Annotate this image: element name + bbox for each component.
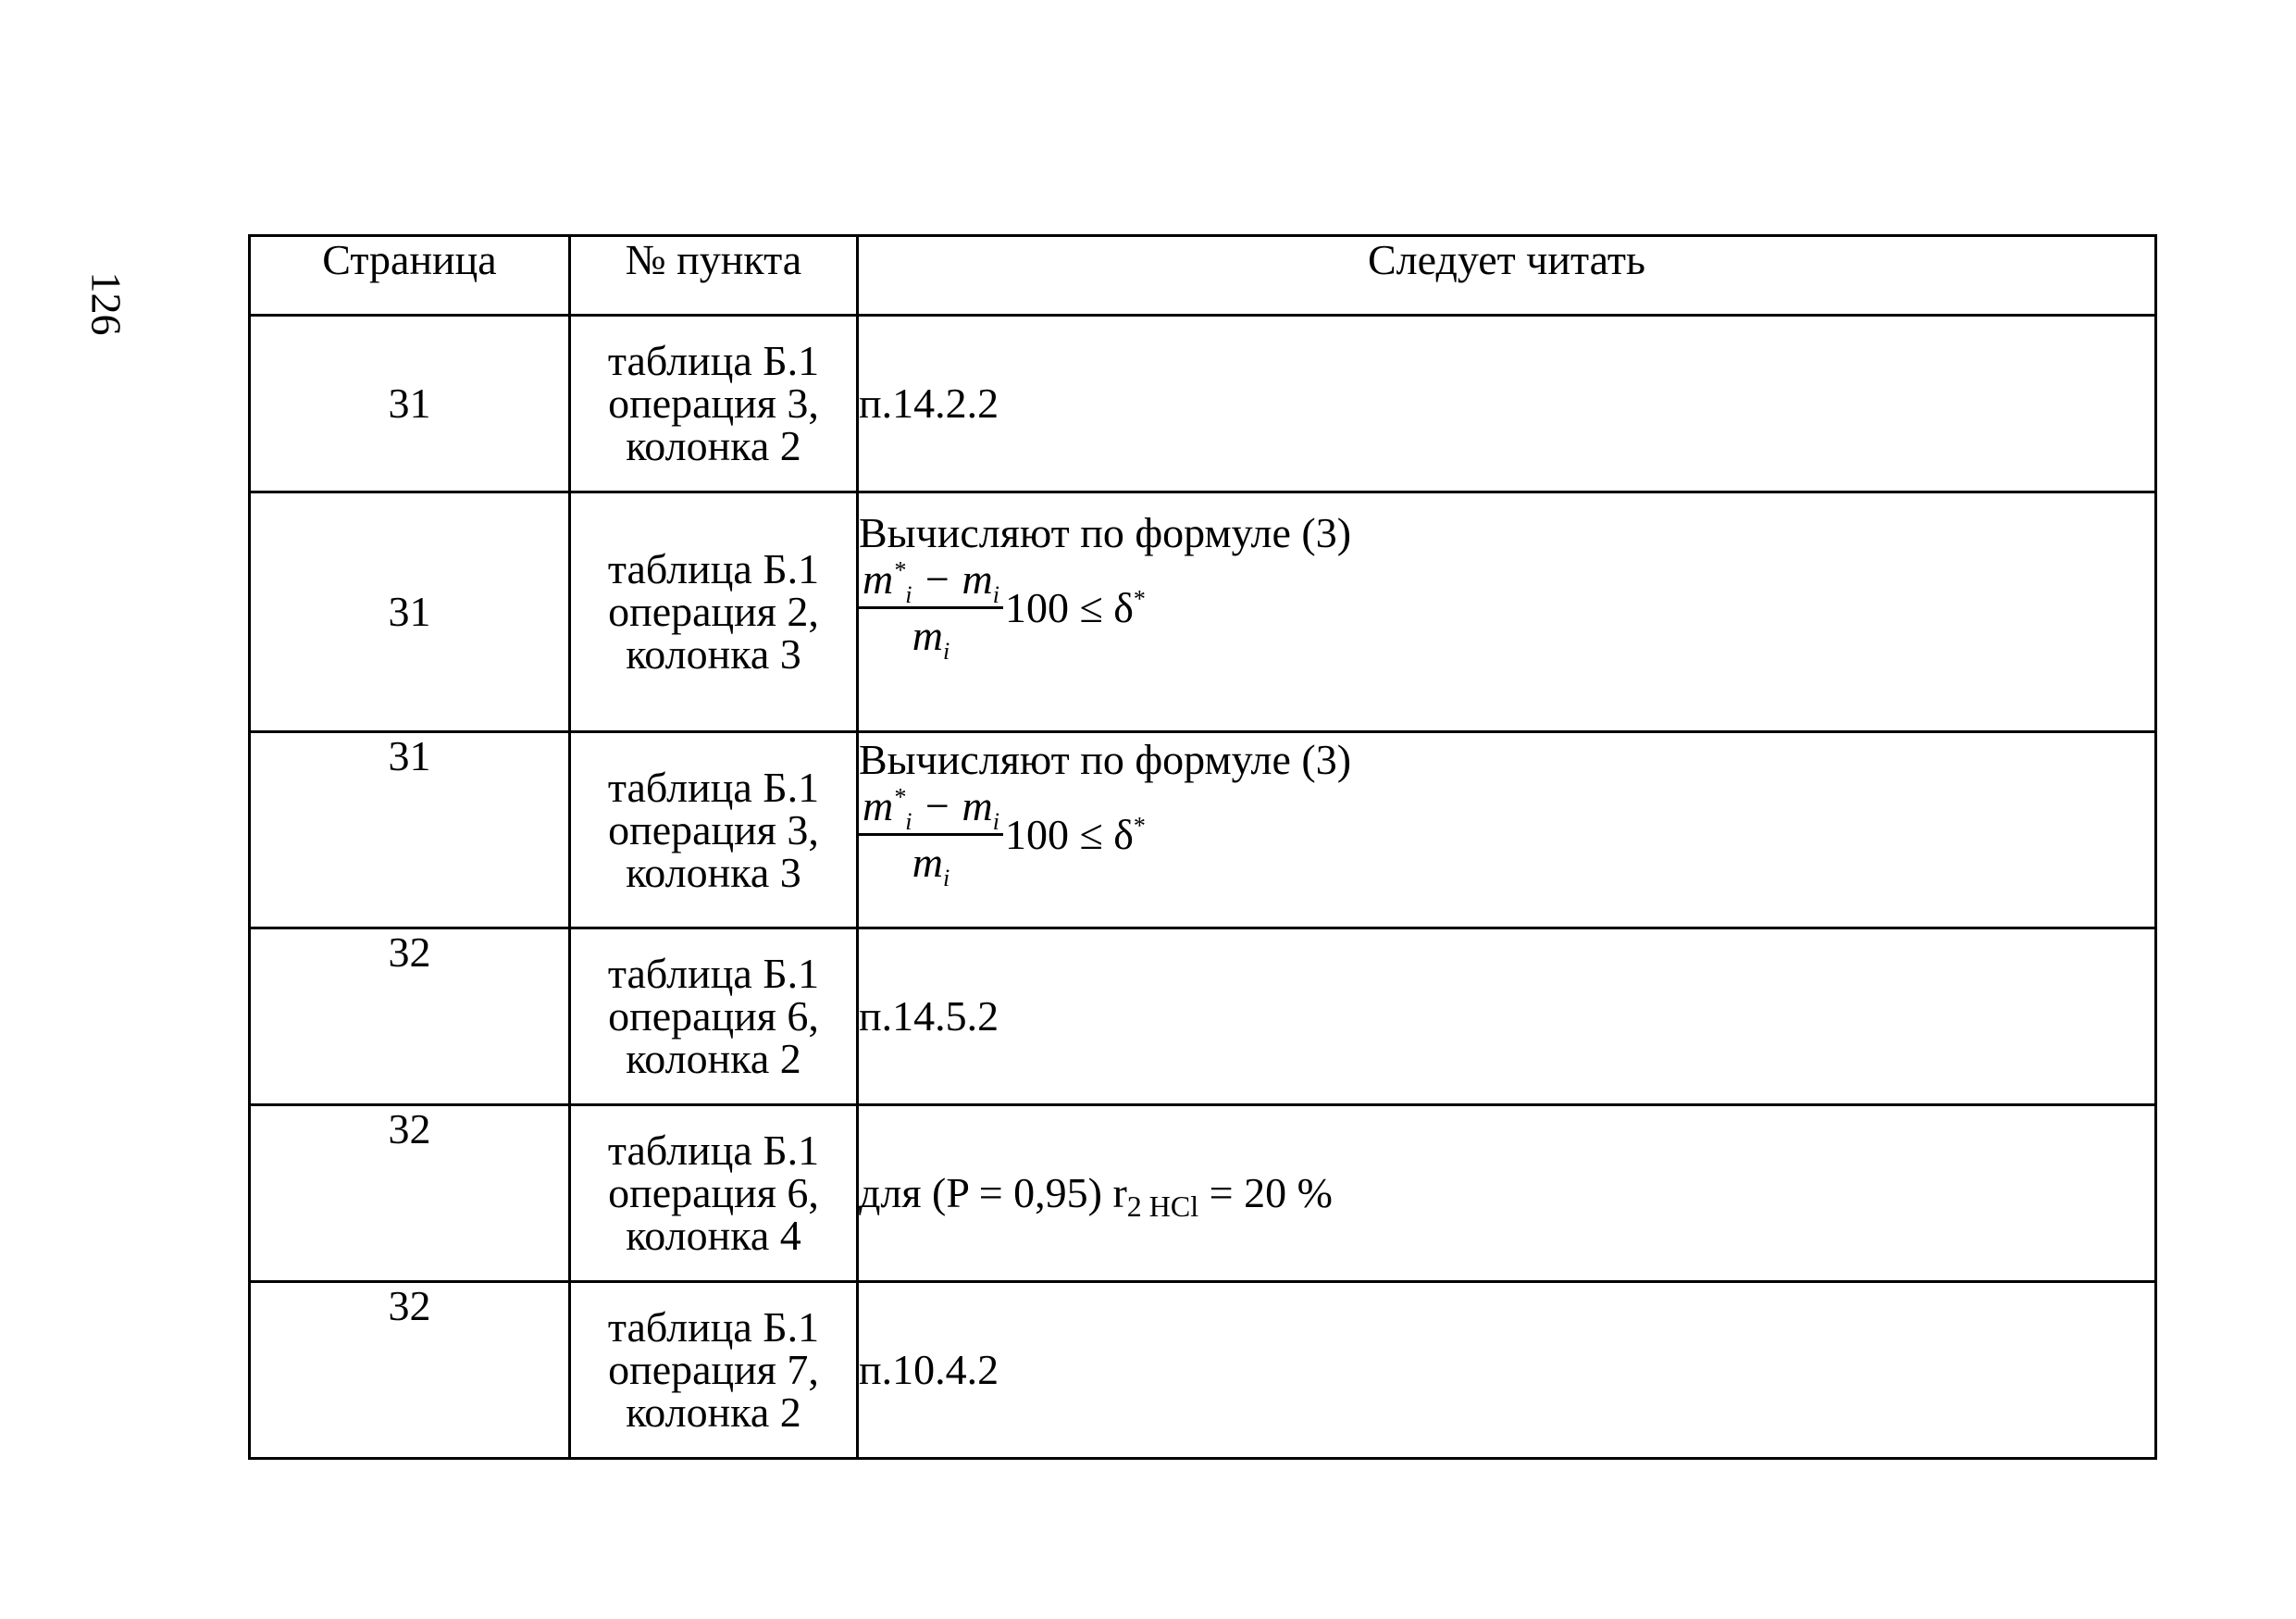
item-line: колонка 4 (626, 1212, 801, 1259)
read-cell: для (P = 0,95) $r_{2 HCl} = 20$ % (858, 1105, 2156, 1282)
fraction-numerator: $m^*_i - m_i$ (859, 785, 1003, 836)
item-cell (570, 928, 858, 1105)
formula-caption: Вычисляют по формуле (3) (859, 736, 1352, 783)
table-row (250, 316, 2156, 492)
formula (859, 555, 1146, 666)
formula-tail: 100 ≤ δ* (1004, 810, 1146, 858)
item-line: колонка 3 (626, 630, 801, 678)
page-cell: 32 (250, 1282, 570, 1459)
read-cell (858, 732, 2156, 928)
item-cell (570, 732, 858, 928)
item-cell (570, 492, 858, 732)
item-line: таблица Б.1 (607, 763, 820, 811)
read-cell (858, 492, 2156, 732)
table-header-row (250, 236, 2156, 316)
fraction-numerator: $m^*_i - m_i$ (859, 558, 1003, 609)
item-line: колонка 2 (626, 1035, 801, 1082)
item-cell (570, 316, 858, 492)
page-cell: 31 (250, 316, 570, 492)
fraction-denominator: $m_i$ (912, 839, 950, 892)
page-cell: 32 (250, 928, 570, 1105)
item-line: колонка 2 (626, 422, 801, 469)
item-line: колонка 2 (626, 1389, 801, 1436)
page-cell: 31 (250, 492, 570, 732)
formula-caption: Вычисляют по формуле (3) (859, 509, 1352, 556)
read-cell: п.10.4.2 (858, 1282, 2156, 1459)
read-cell: п.14.5.2 (858, 928, 2156, 1105)
page-number: 126 (82, 271, 130, 336)
header-item: № пункта (570, 236, 858, 316)
table-row (250, 492, 2156, 732)
header-read: Следует читать (858, 236, 2156, 316)
errata-table (248, 234, 2157, 1460)
item-line: колонка 3 (626, 848, 801, 896)
table-row (250, 928, 2156, 1105)
table-row (250, 1282, 2156, 1459)
item-line: операция 7, (608, 1346, 819, 1393)
item-cell (570, 1282, 858, 1459)
item-cell (570, 1105, 858, 1282)
item-line: операция 3, (608, 805, 819, 853)
page-cell: 32 (250, 1105, 570, 1282)
read-cell: п.14.2.2 (858, 316, 2156, 492)
item-line: таблица Б.1 (607, 545, 820, 592)
item-line: операция 2, (608, 588, 819, 635)
item-line: операция 6, (608, 1169, 819, 1216)
formula (859, 782, 1146, 892)
item-line: таблица Б.1 (607, 1303, 820, 1351)
formula-tail: 100 ≤ δ* (1004, 583, 1146, 631)
fraction (859, 782, 1003, 892)
fraction (859, 555, 1003, 666)
page-cell: 31 (250, 732, 570, 928)
item-line: таблица Б.1 (607, 337, 820, 384)
item-line: операция 3, (608, 380, 819, 427)
item-line: таблица Б.1 (607, 950, 820, 997)
table-row (250, 732, 2156, 928)
item-line: операция 6, (608, 992, 819, 1040)
fraction-denominator: $m_i$ (912, 612, 950, 666)
table-row (250, 1105, 2156, 1282)
item-line: таблица Б.1 (607, 1127, 820, 1174)
header-page: Страница (250, 236, 570, 316)
